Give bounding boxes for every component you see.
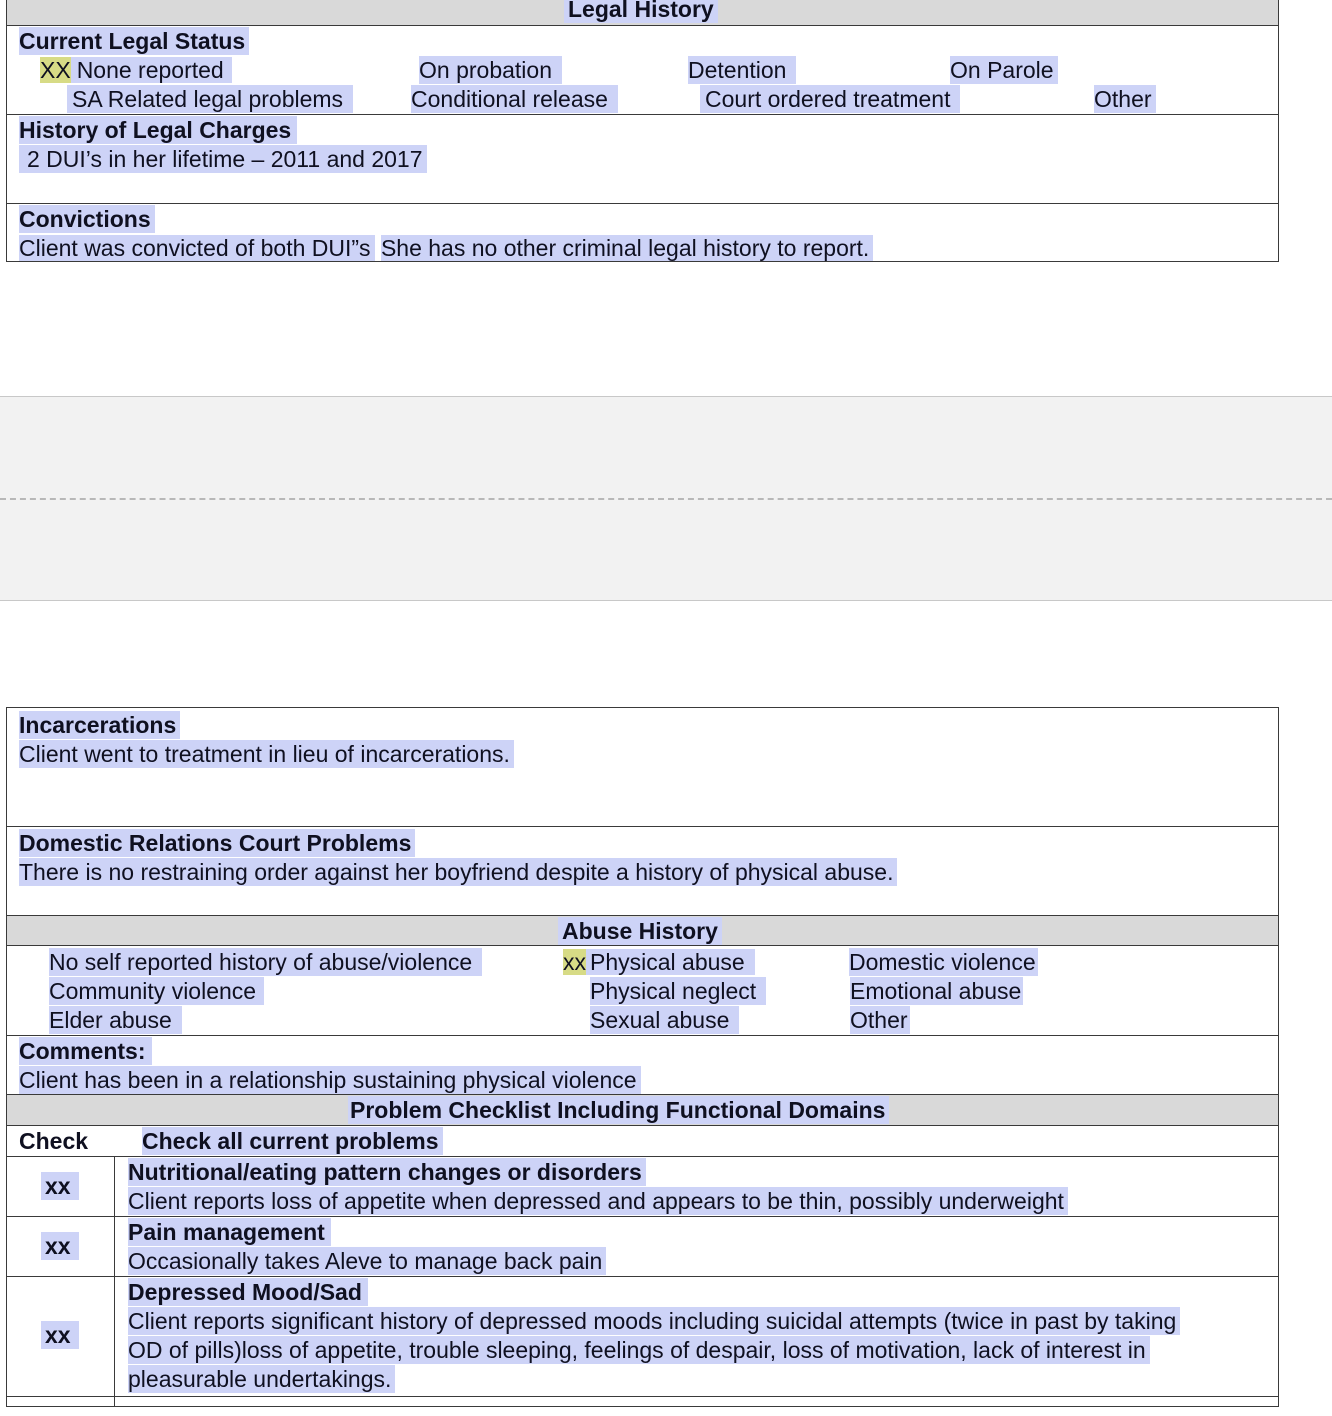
abuse-comments-text: Client has been in a relationship sustaining physical violence: [19, 1066, 641, 1094]
abuse-check-mark: xx: [563, 949, 586, 975]
status-option-none-reported[interactable]: XX None reported: [40, 56, 232, 84]
problem-text-line: Client reports significant history of depressed moods including suicidal attempts (twice in past by taking: [128, 1307, 1180, 1335]
abuse-option-elder-abuse[interactable]: Elder abuse: [49, 1006, 182, 1034]
problem-check-mark[interactable]: xx: [41, 1232, 79, 1260]
problem-title: Depressed Mood/Sad: [128, 1278, 368, 1306]
problem-checklist-title: Problem Checklist Including Functional Domains: [348, 1096, 889, 1124]
status-option-conditional-release[interactable]: Conditional release: [411, 85, 618, 113]
legal-abuse-table: [6, 707, 1279, 1407]
abuse-option-community-violence[interactable]: Community violence: [49, 977, 264, 1005]
status-check-mark: XX: [40, 57, 71, 83]
abuse-comments-heading: Comments:: [19, 1037, 152, 1065]
checklist-col-check: Check: [19, 1128, 89, 1154]
legal-charges-text: 2 DUI’s in her lifetime – 2011 and 2017: [19, 145, 427, 173]
problem-title: Pain management: [128, 1218, 331, 1246]
abuse-option-physical-neglect[interactable]: Physical neglect: [590, 977, 766, 1005]
status-option-court-ordered[interactable]: Court ordered treatment: [700, 85, 960, 113]
abuse-option-domestic-violence[interactable]: Domestic violence: [849, 949, 1036, 975]
checklist-col-problems: Check all current problems: [142, 1127, 443, 1155]
page-break-line: [0, 498, 1332, 500]
status-option-on-parole[interactable]: On Parole: [950, 56, 1058, 84]
legal-charges-heading: History of Legal Charges: [19, 116, 297, 144]
abuse-option-none[interactable]: No self reported history of abuse/violence: [49, 948, 482, 976]
status-option-other[interactable]: Other: [1094, 85, 1156, 113]
abuse-option-emotional-abuse[interactable]: Emotional abuse: [850, 978, 1022, 1004]
page-break: [0, 396, 1332, 601]
problem-check-mark[interactable]: xx: [41, 1172, 79, 1200]
incarcerations-heading: Incarcerations: [19, 711, 180, 739]
domestic-relations-heading: Domestic Relations Court Problems: [19, 829, 415, 857]
abuse-option-other[interactable]: Other: [850, 1007, 908, 1033]
convictions-heading: Convictions: [19, 205, 155, 233]
convictions-text: Client was convicted of both DUI”s She has no other criminal legal history to report.: [19, 234, 873, 262]
problem-text-line: pleasurable undertakings.: [128, 1365, 395, 1393]
problem-title: Nutritional/eating pattern changes or disorders: [128, 1158, 646, 1186]
current-legal-status-heading: Current Legal Status: [19, 27, 249, 55]
document-page-1: [0, 0, 1332, 396]
abuse-option-sexual-abuse[interactable]: Sexual abuse: [590, 1006, 739, 1034]
problem-text: Client reports loss of appetite when depressed and appears to be thin, possibly underweight: [128, 1187, 1068, 1215]
domestic-relations-text: There is no restraining order against her boyfriend despite a history of physical abuse.: [19, 858, 897, 886]
abuse-history-title: Abuse History: [558, 917, 722, 945]
document-page-2: [0, 601, 1332, 1398]
legal-history-title: Legal History: [564, 0, 718, 23]
status-option-sa-related[interactable]: SA Related legal problems: [67, 85, 353, 113]
status-option-detention[interactable]: Detention: [688, 56, 796, 84]
problem-text-line: OD of pills)loss of appetite, trouble sleeping, feelings of despair, loss of motivation, lack of interest in: [128, 1336, 1150, 1364]
incarcerations-text: Client went to treatment in lieu of incarcerations.: [19, 740, 514, 768]
abuse-option-physical-abuse[interactable]: xx Physical abuse: [563, 948, 755, 976]
problem-check-mark[interactable]: xx: [41, 1321, 79, 1349]
problem-text: Occasionally takes Aleve to manage back pain: [128, 1247, 606, 1275]
status-option-on-probation[interactable]: On probation: [419, 56, 562, 84]
legal-history-table: [6, 0, 1279, 262]
problem-row: [7, 1396, 1278, 1416]
